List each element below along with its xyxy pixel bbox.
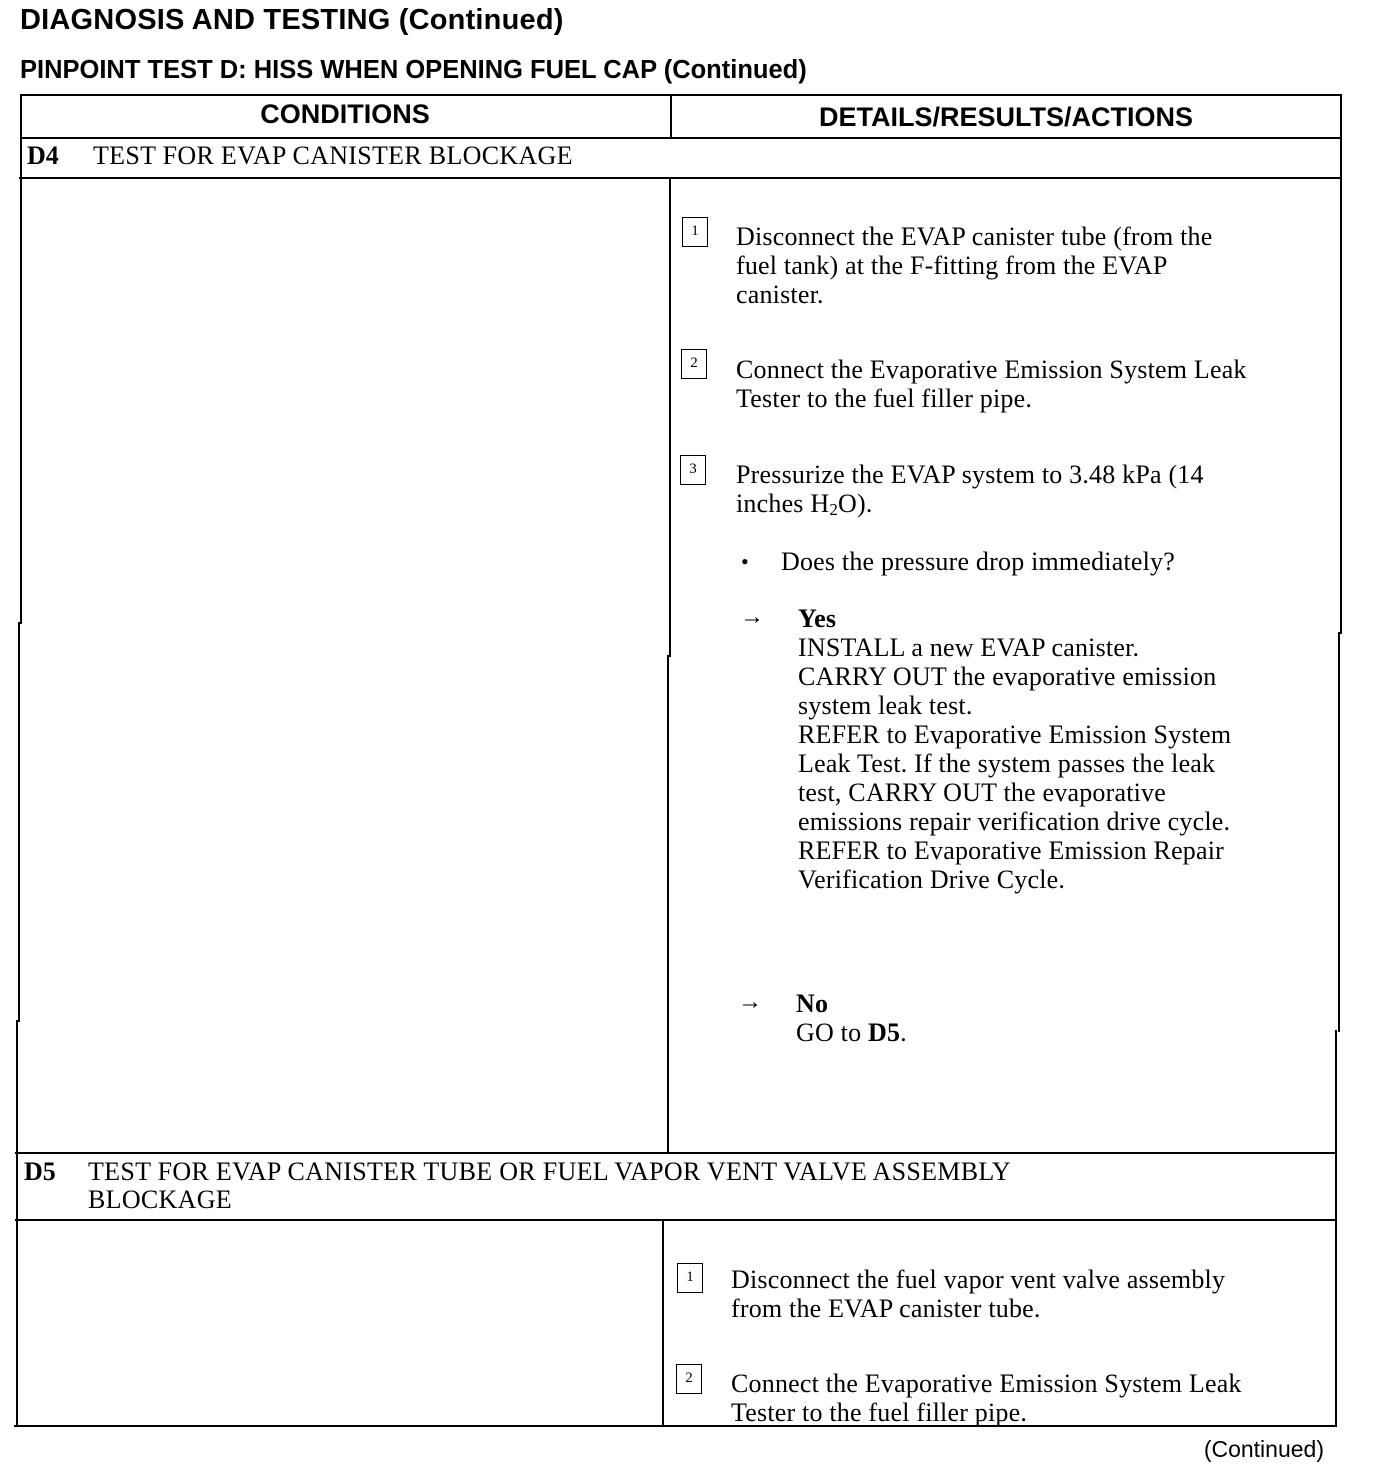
bullet-icon: • [741, 549, 749, 574]
d4-step-3-box: 3 [680, 455, 706, 485]
d4-step-3-text: Pressurize the EVAP system to 3.48 kPa (14 inches $H_2O$). [736, 460, 1204, 519]
table-border-left-c [16, 1020, 18, 1427]
column-divider-d5 [662, 1219, 664, 1427]
d5-section-number: D5 [24, 1157, 56, 1186]
d4-step-1-box: 1 [682, 217, 708, 247]
d5-header-top-divider [15, 1152, 1337, 1154]
table-border-left-b [18, 622, 20, 1022]
d4-no-answer: No GO to D5. [796, 989, 907, 1047]
d5-step-2-box: 2 [676, 1364, 702, 1394]
d4-yes-answer: Yes INSTALL a new EVAP canister. CARRY OUT the evaporative emission system leak test. REFER to Evaporative Emission System Leak Test. If the system passes the leak test, CARRY OUT the evaporative emissions repair verification drive cycle. REFER to Evaporative Emission Repair Verification Drive Cycle. [798, 604, 1232, 894]
table-border-right-c [1335, 1030, 1337, 1427]
right-arrow-icon: → [738, 989, 762, 1015]
d4-step-2-box: 2 [681, 349, 707, 379]
d4-section-number: D4 [27, 141, 59, 170]
right-arrow-icon: → [740, 604, 764, 630]
continued-footer: (Continued) [1203, 1436, 1324, 1462]
d4-step-1-text: Disconnect the EVAP canister tube (from the fuel tank) at the F-fitting from the EVAP canister. [736, 222, 1213, 309]
pinpoint-test-title: PINPOINT TEST D: HISS WHEN OPENING FUEL CAP (Continued) [20, 56, 807, 84]
table-border-right-a [1340, 94, 1342, 634]
d5-section-title: TEST FOR EVAP CANISTER TUBE OR FUEL VAPOR VENT VALVE ASSEMBLY BLOCKAGE [88, 1157, 1012, 1214]
header-divider [20, 137, 1342, 139]
column-divider-d4-b [667, 655, 669, 1154]
d4-step-2-text: Connect the Evaporative Emission System Leak Tester to the fuel filler pipe. [736, 355, 1247, 413]
table-border-right-b [1338, 632, 1340, 1032]
d4-question: Does the pressure drop immediately? [781, 547, 1175, 576]
column-divider-d4-a [669, 177, 671, 657]
d4-header-divider [19, 177, 1342, 179]
d4-section-title: TEST FOR EVAP CANISTER BLOCKAGE [93, 141, 573, 170]
table-border-left-a [20, 94, 22, 624]
d5-step-1-text: Disconnect the fuel vapor vent valve assembly from the EVAP canister tube. [731, 1265, 1226, 1323]
details-column-header: DETAILS/RESULTS/ACTIONS [818, 102, 1193, 132]
d5-step-2-text: Connect the Evaporative Emission System Leak Tester to the fuel filler pipe. [731, 1369, 1242, 1427]
page-title: DIAGNOSIS AND TESTING (Continued) [20, 4, 564, 36]
d5-step-1-box: 1 [677, 1263, 703, 1293]
d5-header-bottom-divider [15, 1219, 1337, 1221]
table-border-top [20, 94, 1342, 96]
conditions-column-header: CONDITIONS [260, 99, 430, 129]
